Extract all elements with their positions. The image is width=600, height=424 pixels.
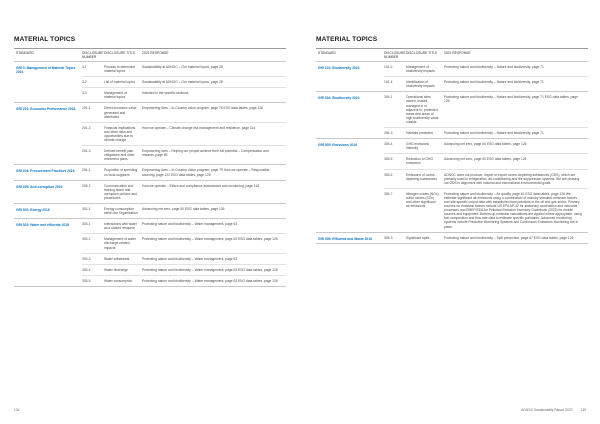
disclosure-number: 302-1	[82, 206, 91, 211]
disclosure-title: Significant spills	[406, 235, 430, 240]
standard-name: GRI 305: Emissions 2016	[318, 143, 358, 148]
table-row	[82, 233, 286, 252]
disclosure-number: 303-3	[82, 256, 91, 261]
standard-group	[316, 62, 588, 92]
response-text: Protecting nature and biodiversity – Water management, page 63 ESG data tables, page 126	[142, 278, 278, 283]
disclosure-title: GHG emissions intensity	[406, 142, 430, 151]
standard-cell	[14, 165, 82, 179]
disclosure-rows	[82, 62, 286, 102]
response-text: Advancing net zero, page 50 ESG data tables, page 126	[444, 142, 527, 147]
standard-cell	[316, 139, 384, 232]
disclosure-number: 303-2	[82, 237, 91, 242]
standard-group	[14, 103, 286, 165]
table-row	[82, 122, 286, 145]
disclosure-rows	[384, 62, 588, 91]
table-row	[384, 127, 588, 138]
standard-group	[316, 139, 588, 233]
standard-cell	[316, 233, 384, 243]
disclosure-number: 101-4	[384, 80, 393, 85]
disclosure-title: Communication and training about anti-corruption policies and procedures	[104, 183, 137, 200]
standard-name: GRI 302: Energy 2016	[16, 207, 50, 212]
standard-group	[14, 181, 286, 204]
disclosure-title: Management of water discharge-related impacts	[104, 237, 136, 250]
standard-name: GRI 201: Economic Performance 2016	[16, 107, 76, 112]
standard-cell	[14, 219, 82, 286]
header-response: 2023 RESPONSE	[444, 51, 471, 55]
disclosure-title: Operational sites owned, leased, managed in or adjacent to, protected areas and areas of high biodiversity value outside	[406, 95, 439, 124]
disclosure-rows	[82, 165, 286, 179]
table-row	[82, 76, 286, 87]
disclosure-title: Financial implications and other risks and opportunities due to climate change	[104, 125, 136, 143]
disclosure-rows	[82, 103, 286, 164]
table-row	[82, 87, 286, 102]
standard-name: GRI 3: Management of Material Topics 2021	[16, 66, 76, 74]
response-text: Protecting nature and biodiversity – Nature and biodiversity, page 71	[444, 80, 544, 85]
section-heading: MATERIAL TOPICS	[316, 36, 378, 43]
response-text: Protecting nature and biodiversity – Water management, page 63	[142, 256, 238, 261]
disclosure-title: Reduction of GHG emissions	[406, 157, 433, 166]
table-row	[82, 145, 286, 164]
right-table-column	[316, 36, 588, 244]
disclosure-number: 3-1	[82, 65, 87, 69]
disclosure-title: Process to determine material topics	[104, 65, 136, 74]
standard-cell	[14, 181, 82, 203]
response-text: Protecting nature and biodiversity – Water management, page 63 ESG data tables, page 126	[142, 237, 278, 242]
response-text: Empowering lives – Helping our people achieve their full potential – Compensation and rewards, page 85	[142, 149, 269, 158]
header-disclosure-number: DISCLOSURE NUMBER	[82, 51, 104, 59]
table-header	[316, 48, 588, 62]
standard-cell	[14, 103, 82, 164]
table-header	[14, 48, 286, 62]
table-row	[384, 233, 588, 243]
page-number-left: 134	[14, 408, 20, 412]
disclosure-number: 303-1	[82, 222, 91, 227]
standard-name: GRI 303: Water and effluents 2018	[16, 223, 70, 228]
disclosure-number: 303-4	[82, 267, 91, 272]
disclosure-title: Defined benefit plan obligations and other retirement plans	[104, 149, 135, 162]
disclosure-rows	[384, 92, 588, 138]
standard-cell	[316, 92, 384, 138]
table-body	[14, 62, 286, 287]
disclosure-number: 303-5	[82, 278, 91, 283]
table-row	[82, 264, 286, 275]
disclosure-number: 304-3	[384, 131, 393, 136]
disclosure-number: 305-7	[384, 191, 393, 196]
disclosure-title: Energy consumption within the Organization	[104, 206, 138, 216]
disclosure-title: Interactions with water as a shared resource	[104, 222, 137, 231]
disclosure-title: Nitrogen oxides (NOx), sulfur oxides (SOx) and other significant air emissions	[406, 191, 440, 209]
disclosure-number: 3-2	[82, 80, 87, 85]
standard-name: GRI 204: Procurement Practices 2016	[16, 169, 75, 174]
disclosure-number: 101-2	[384, 65, 393, 69]
disclosure-number: 304-1	[384, 95, 393, 100]
disclosure-number: 201-2	[82, 125, 91, 130]
response-text: Sustainability at ADNOC – Our material topics, page 28	[142, 80, 223, 85]
disclosure-number: 305-4	[384, 142, 393, 147]
table-row	[384, 62, 588, 76]
table-row	[82, 103, 286, 121]
disclosure-number: 201-3	[82, 149, 91, 154]
disclosure-number: 204-1	[82, 168, 91, 173]
table-row	[384, 139, 588, 153]
disclosure-number: 3-3	[82, 91, 87, 96]
table-row	[82, 204, 286, 218]
left-table-column	[14, 36, 286, 287]
standard-group	[316, 233, 588, 244]
response-text: Protecting nature and biodiversity – Water management, page 63	[142, 222, 238, 227]
disclosure-number: 305-6	[384, 172, 393, 177]
table-body	[316, 62, 588, 244]
table-row	[384, 169, 588, 188]
response-text: Protecting nature and biodiversity – Air quality, page 61 ESG data tables, page 126 We estimate significant air emissions using a combination of industry standard emission factors and site-specific output data with established best practices in the oil and gas sector. Primary sources for emission factors include US EPA AP-42 for stationary combustion and industrial processes and EMEP/EEA Air Pollutant Emission Inventory Guidebook (2023) for mobile sources and equipment. Bottom-up emission calculations are applied where appropriate, using fuel composition and flow rate data to estimate specific pollutants. Advanced monitoring systems include Predictive Monitoring Systems and Continuous Emissions Monitoring are in place.	[444, 191, 582, 229]
header-disclosure-title: DISCLOSURE TITLE	[104, 51, 136, 55]
disclosure-number: 305-5	[384, 157, 393, 162]
disclosure-title: Water discharge	[104, 267, 128, 272]
response-text: Sustainability at ADNOC – Our material topics, page 28	[142, 65, 223, 69]
response-text: How we operate – Climate change risk management and resilience, page 114	[142, 125, 256, 130]
header-disclosure-title: DISCLOSURE TITLE	[406, 51, 438, 55]
disclosure-number: 201-1	[82, 106, 91, 111]
table-row	[384, 188, 588, 232]
response-text: Advancing net zero, page 50 ESG data tables, page 126	[142, 206, 225, 211]
standard-group	[14, 62, 286, 103]
disclosure-title: Management of biodiversity impacts	[406, 65, 435, 74]
disclosure-title: Water consumption	[104, 278, 133, 283]
disclosure-title: Proportion of spending on local suppliers	[104, 168, 138, 177]
header-disclosure-number: DISCLOSURE NUMBER	[384, 51, 406, 59]
table-row	[384, 76, 588, 91]
table-row	[82, 219, 286, 233]
disclosure-title: Direct economic value generated and distributed	[104, 106, 137, 119]
footer-right	[513, 408, 586, 412]
header-standard: STANDARD	[318, 51, 336, 55]
response-text: Included in the specific sections	[142, 91, 189, 96]
disclosure-number: 205-3	[82, 183, 91, 188]
table-row	[384, 92, 588, 127]
standard-cell	[14, 204, 82, 218]
disclosure-rows	[82, 204, 286, 218]
standard-cell	[316, 62, 384, 91]
disclosure-title: Water withdrawal	[104, 256, 130, 261]
standard-group	[14, 165, 286, 180]
response-text: Advancing net zero, page 50 ESG data tables, page 126	[444, 157, 527, 162]
report-name: ADNOC Sustainability Report 2023	[521, 408, 573, 412]
disclosure-rows	[82, 181, 286, 203]
standard-group	[14, 219, 286, 287]
header-response: 2023 RESPONSE	[142, 51, 169, 55]
disclosure-title: Habitats protected	[406, 131, 433, 136]
header-standard: STANDARD	[16, 51, 34, 55]
standard-name: GRI 205: Anti-corruption 2016	[16, 184, 63, 189]
disclosure-rows	[384, 139, 588, 232]
page-number-right: 135	[580, 408, 586, 412]
response-text: Protecting nature and biodiversity – Water management, page 63 ESG data tables, page 126	[142, 267, 278, 272]
response-text: ADNOC does not produce, import or export ozone-depleting substances (ODS), which are primarily used in refrigeration, air-conditioning and fire suppression systems. We are phasing out ODS in alignment with national and international environmental goals.	[444, 172, 580, 185]
standard-group	[14, 204, 286, 219]
standard-name: GRI 304: Biodiversity 2024	[318, 96, 360, 101]
table-row	[82, 62, 286, 76]
disclosure-title: List of material topics	[104, 80, 135, 85]
section-heading: MATERIAL TOPICS	[14, 36, 76, 43]
table-row	[384, 153, 588, 168]
disclosure-title: Emissions of ozone-depleting substances	[406, 172, 437, 181]
response-text: Empowering lives – In-Country Value program, page 75 How we operate – Responsible sourcing, page 122 ESG data tables, page 126	[142, 168, 270, 177]
response-text: Protecting nature and biodiversity – Spill prevention, page 67 ESG data tables, page 126	[444, 235, 574, 240]
standard-name: GRI 306: Effluents and Waste 2016	[318, 236, 372, 241]
standard-name: GRI 101: Biodiversity 2024	[318, 66, 360, 70]
table-row	[82, 181, 286, 203]
disclosure-title: Identification of biodiversity impacts	[406, 80, 435, 89]
response-text: Empowering lives – In-Country value program, page 75 ESG data tables, page 126	[142, 106, 264, 111]
response-text: How we operate – Ethics and compliance assessment and monitoring, page 118	[142, 183, 260, 188]
table-row	[82, 275, 286, 286]
standard-group	[316, 92, 588, 139]
response-text: Protecting nature and biodiversity – Nature and biodiversity, page 71 ESG data tables, page 126	[444, 95, 578, 104]
disclosure-rows	[82, 219, 286, 286]
table-row	[82, 253, 286, 264]
response-text: Protecting nature and biodiversity – Nature and biodiversity, page 71	[444, 65, 544, 69]
disclosure-title: Management of material topics	[104, 91, 127, 100]
standard-cell	[14, 62, 82, 102]
response-text: Protecting nature and biodiversity – Nature and biodiversity, page 71	[444, 131, 544, 136]
table-row	[82, 165, 286, 179]
disclosure-number: 306-3	[384, 235, 393, 240]
disclosure-rows	[384, 233, 588, 243]
